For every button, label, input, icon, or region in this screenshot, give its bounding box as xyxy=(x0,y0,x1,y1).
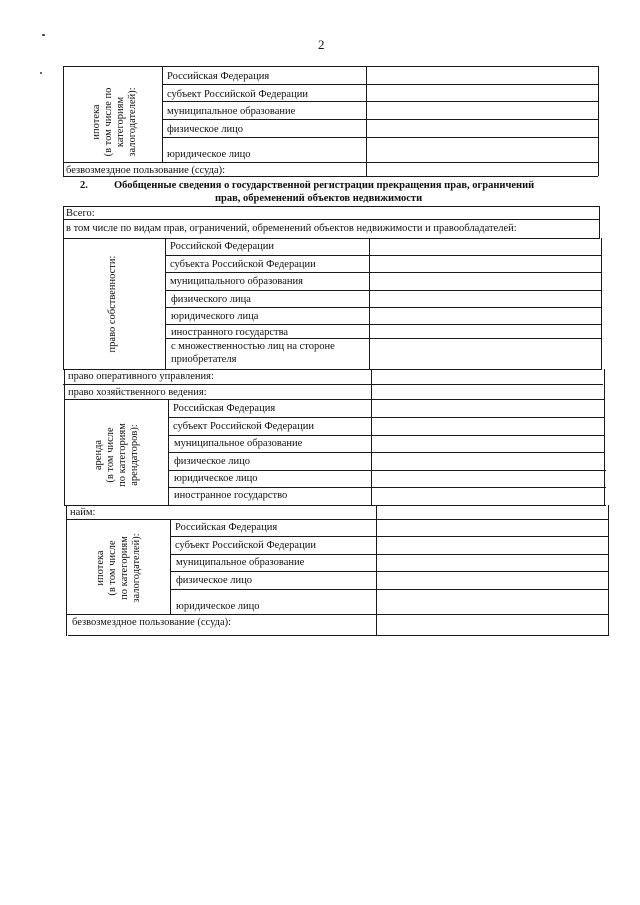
row-label: муниципального образования xyxy=(170,276,303,287)
row-label: юридического лица xyxy=(171,311,259,322)
row-label: физического лица xyxy=(171,294,251,305)
row-label: найм: xyxy=(70,507,96,518)
rule xyxy=(63,206,599,207)
ownership-label: право собственности: xyxy=(107,255,118,353)
rule xyxy=(162,66,163,162)
row-label: субъект Российской Федерации xyxy=(167,89,308,100)
rule xyxy=(165,255,601,256)
row-label: муниципальное образование xyxy=(176,557,305,568)
rule xyxy=(599,206,600,238)
rule xyxy=(168,435,605,436)
rule xyxy=(168,417,605,418)
section-title-line1: Обобщенные сведения о государственной регистрации прекращения прав, ограничений xyxy=(114,180,535,191)
rule xyxy=(369,238,370,369)
rule xyxy=(64,369,65,506)
rule xyxy=(64,399,605,400)
row-label: безвозмездное пользование (ссуда): xyxy=(66,165,226,176)
rule xyxy=(165,272,601,273)
rule xyxy=(168,399,169,505)
row-label: юридическое лицо xyxy=(167,149,251,160)
rule xyxy=(166,324,602,325)
rule xyxy=(63,66,598,67)
row-label: Российская Федерация xyxy=(175,522,278,533)
row-label: юридическое лицо xyxy=(174,473,258,484)
row-label: физическое лицо xyxy=(167,124,244,135)
rule xyxy=(65,505,606,506)
rule xyxy=(366,66,367,176)
rule xyxy=(169,470,606,471)
row-label: право оперативного управления: xyxy=(68,371,214,382)
scan-speck xyxy=(40,72,42,74)
section-number: 2. xyxy=(80,180,88,191)
rule xyxy=(166,307,602,308)
rule xyxy=(169,487,606,488)
row-label: юридическое лицо xyxy=(176,601,260,612)
rule xyxy=(162,119,598,120)
rule xyxy=(170,536,608,537)
row-label: субъекта Российской Федерации xyxy=(170,259,316,270)
rule xyxy=(376,505,377,636)
rule xyxy=(67,614,609,615)
rule xyxy=(162,101,598,102)
rule xyxy=(170,519,171,614)
rule xyxy=(66,519,608,520)
row-label: иностранное государство xyxy=(174,490,288,501)
rule xyxy=(63,206,64,370)
ipoteka-category-label: ипотека (в том числе по категориям залогодателей): xyxy=(91,87,138,157)
rule xyxy=(371,369,372,505)
rule xyxy=(601,238,602,369)
rule xyxy=(608,505,609,636)
row-label: муниципальное образование xyxy=(174,438,303,449)
row-label: Российская Федерация xyxy=(173,403,276,414)
rule xyxy=(171,571,609,572)
row-label: субъект Российской Федерации xyxy=(175,540,316,551)
rule xyxy=(63,162,598,163)
section-title-line2: прав, обременений объектов недвижимости xyxy=(215,193,423,204)
rule xyxy=(63,384,603,385)
ipoteka-category-label: ипотека (в том числе по категориям залогодателей): xyxy=(95,533,142,603)
row-label: Российской Федерации xyxy=(170,241,274,252)
rule xyxy=(171,589,609,590)
row-label: безвозмездное пользование (ссуда): xyxy=(72,617,232,628)
rule xyxy=(68,635,609,636)
row-label: Российская Федерация xyxy=(167,71,270,82)
rule xyxy=(604,369,605,505)
rule xyxy=(165,238,166,369)
arenda-category-label: аренда (в том числе по категориям арендаторов): xyxy=(93,423,140,487)
row-label: с множественностью лиц на стороне приобретателя xyxy=(171,341,335,365)
rule xyxy=(63,219,599,220)
rule xyxy=(63,238,600,239)
rule xyxy=(165,290,601,291)
by-types-label: в том числе по видам прав, ограничений, обременений объектов недвижимости и правообладателей: xyxy=(66,223,517,234)
row-label: физическое лицо xyxy=(176,575,253,586)
scan-speck xyxy=(42,34,45,36)
rule xyxy=(598,66,599,176)
rule xyxy=(162,84,598,85)
total-label: Всего: xyxy=(66,208,95,219)
row-label: физическое лицо xyxy=(174,456,251,467)
rule xyxy=(168,452,605,453)
rule xyxy=(63,66,64,176)
rule xyxy=(66,505,67,636)
row-label: право хозяйственного ведения: xyxy=(68,387,207,398)
row-label: иностранного государства xyxy=(171,327,289,338)
rule xyxy=(162,137,598,138)
rule xyxy=(170,554,608,555)
row-label: муниципальное образование xyxy=(167,106,296,117)
page-number: 2 xyxy=(318,37,325,52)
row-label: субъект Российской Федерации xyxy=(173,421,314,432)
